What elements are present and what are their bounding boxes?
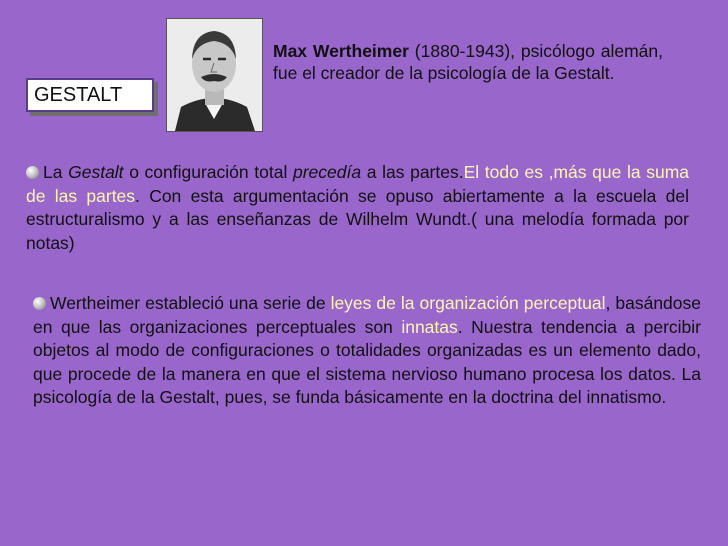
paragraph-gestalt	[26, 161, 689, 255]
p2-highlight-innatas: innatas	[401, 316, 458, 337]
p1-text-2: o configuración total	[123, 162, 293, 182]
p2-highlight-laws: leyes de la organización perceptual	[330, 293, 606, 313]
author-name: Max Wertheimer	[273, 41, 409, 61]
bullet-icon	[33, 297, 46, 310]
p1-text-4: . Con esta argumentación se opuso abiertamente a la escuela del estructuralismo y a las enseñanzas de Wilhelm Wundt.( una melodía formada por notas)	[26, 185, 690, 253]
portrait-image	[167, 19, 262, 131]
portrait-photo	[166, 18, 263, 132]
gestalt-label: GESTALT	[34, 84, 123, 106]
p2-text-3: . Nuestra tendencia a percibir objetos al modo de configuraciones o totalidades organizadas es un elemento dado, que procede de la manera en que el sistema nervioso humano procesa los datos. La psicología de la Gestalt, pues, se funda básicamente en la doctrina del innatismo.	[33, 316, 702, 407]
p1-highlight: El todo es ,más que la suma de las partes	[26, 162, 690, 206]
p2-text-2: , basándose en que las organizaciones perceptuales son	[33, 293, 701, 337]
author-description: (1880-1943), psicólogo alemán, fue el creador de la psicología de la Gestalt.	[273, 41, 663, 83]
paragraph-wertheimer	[33, 292, 701, 410]
p1-text-3: a las partes.	[361, 162, 464, 182]
header-text	[273, 40, 663, 84]
bullet-icon	[26, 166, 39, 179]
p1-term-precedia: precedía	[292, 162, 362, 182]
p2-text-1: Wertheimer estableció una serie de	[50, 293, 331, 313]
p1-term-gestalt: Gestalt	[68, 162, 124, 182]
gestalt-label-box	[26, 78, 154, 112]
p1-text-1: La	[43, 162, 69, 182]
